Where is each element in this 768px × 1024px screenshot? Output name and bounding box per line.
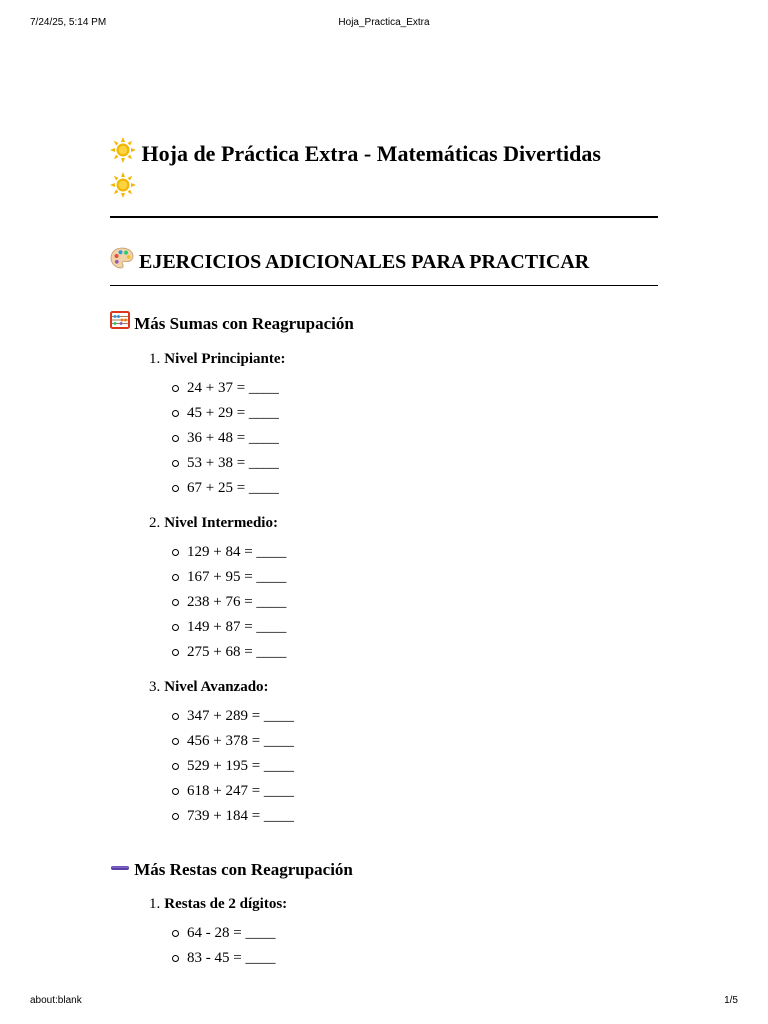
palette-icon bbox=[110, 247, 134, 276]
subsection-title-text: Más Restas con Reagrupación bbox=[134, 860, 353, 879]
exercise-item bbox=[187, 401, 658, 426]
level-name: Nivel Intermedio: bbox=[164, 515, 278, 531]
exercise-item bbox=[187, 590, 658, 615]
minus-icon bbox=[110, 858, 130, 880]
exercise-item bbox=[187, 704, 658, 729]
bullet-icon bbox=[172, 435, 179, 442]
exercise-text: 53 + 38 = ____ bbox=[187, 455, 279, 471]
level-item bbox=[149, 882, 658, 971]
print-url: about:blank bbox=[30, 995, 82, 1006]
print-page-number: 1/5 bbox=[724, 995, 738, 1006]
print-datetime: 7/24/25, 5:14 PM bbox=[30, 17, 107, 28]
level-item bbox=[149, 501, 658, 665]
exercise-text: 67 + 25 = ____ bbox=[187, 480, 279, 496]
level-name: Nivel Avanzado: bbox=[164, 679, 269, 695]
exercise-text: 238 + 76 = ____ bbox=[187, 594, 287, 610]
exercise-item bbox=[187, 729, 658, 754]
bullet-icon bbox=[172, 460, 179, 467]
level-item bbox=[149, 665, 658, 829]
subsection-title-restas bbox=[110, 829, 658, 882]
exercise-item bbox=[187, 804, 658, 829]
sun-icon bbox=[110, 172, 136, 206]
exercise-item bbox=[187, 946, 658, 971]
bullet-icon bbox=[172, 713, 179, 720]
exercise-text: 64 - 28 = ____ bbox=[187, 925, 276, 942]
exercise-list bbox=[149, 914, 658, 971]
exercise-text: 36 + 48 = ____ bbox=[187, 430, 279, 446]
level-name: Nivel Principiante: bbox=[164, 351, 286, 367]
bullet-icon bbox=[172, 763, 179, 770]
bullet-icon bbox=[172, 485, 179, 492]
exercise-text: 83 - 45 = ____ bbox=[187, 950, 276, 967]
document-content bbox=[110, 138, 658, 971]
page-title-text: Hoja de Práctica Extra - Matemáticas Divertidas bbox=[141, 141, 601, 166]
exercise-text: 739 + 184 = ____ bbox=[187, 808, 294, 824]
exercise-item bbox=[187, 615, 658, 640]
level-list bbox=[110, 337, 658, 829]
exercise-text: 149 + 87 = ____ bbox=[187, 619, 287, 635]
exercise-item bbox=[187, 451, 658, 476]
exercise-text: 275 + 68 = ____ bbox=[187, 644, 287, 660]
exercise-item bbox=[187, 376, 658, 401]
section-title-text: EJERCICIOS ADICIONALES PARA PRACTICAR bbox=[139, 251, 590, 273]
exercise-text: 45 + 29 = ____ bbox=[187, 405, 279, 421]
bullet-icon bbox=[172, 930, 179, 937]
exercise-item bbox=[187, 565, 658, 590]
exercise-list bbox=[149, 533, 658, 665]
print-doc-title: Hoja_Practica_Extra bbox=[338, 17, 430, 28]
exercise-text: 618 + 247 = ____ bbox=[187, 783, 294, 799]
exercise-list bbox=[149, 369, 658, 501]
level-number: 2. bbox=[149, 515, 161, 531]
print-footer bbox=[0, 995, 768, 1009]
bullet-icon bbox=[172, 788, 179, 795]
exercise-list bbox=[149, 697, 658, 829]
bullet-icon bbox=[172, 410, 179, 417]
exercise-text: 456 + 378 = ____ bbox=[187, 733, 294, 749]
sun-icon bbox=[110, 137, 136, 171]
exercise-text: 529 + 195 = ____ bbox=[187, 758, 294, 774]
bullet-icon bbox=[172, 385, 179, 392]
exercise-item bbox=[187, 540, 658, 565]
exercise-item bbox=[187, 754, 658, 779]
level-number: 3. bbox=[149, 679, 161, 695]
bullet-icon bbox=[172, 649, 179, 656]
bullet-icon bbox=[172, 549, 179, 556]
exercise-item bbox=[187, 476, 658, 501]
level-list bbox=[110, 882, 658, 971]
title-block bbox=[110, 138, 658, 218]
exercise-item bbox=[187, 921, 658, 946]
exercise-text: 24 + 37 = ____ bbox=[187, 380, 279, 396]
level-item bbox=[149, 337, 658, 501]
subsection-title-sumas bbox=[110, 286, 658, 337]
exercise-text: 347 + 289 = ____ bbox=[187, 708, 294, 724]
print-header bbox=[0, 17, 768, 31]
level-number: 1. bbox=[149, 351, 161, 367]
bullet-icon bbox=[172, 738, 179, 745]
page-title bbox=[110, 138, 658, 208]
bullet-icon bbox=[172, 599, 179, 606]
exercise-item bbox=[187, 426, 658, 451]
level-number: 1. bbox=[149, 896, 161, 913]
bullet-icon bbox=[172, 624, 179, 631]
exercise-item bbox=[187, 640, 658, 665]
abacus-icon bbox=[110, 311, 130, 335]
bullet-icon bbox=[172, 955, 179, 962]
exercise-item bbox=[187, 779, 658, 804]
bullet-icon bbox=[172, 813, 179, 820]
bullet-icon bbox=[172, 574, 179, 581]
exercise-text: 129 + 84 = ____ bbox=[187, 544, 287, 560]
subsection-title-text: Más Sumas con Reagrupación bbox=[134, 313, 354, 333]
exercise-text: 167 + 95 = ____ bbox=[187, 569, 287, 585]
level-name: Restas de 2 dígitos: bbox=[164, 896, 288, 913]
section-title bbox=[110, 218, 658, 286]
